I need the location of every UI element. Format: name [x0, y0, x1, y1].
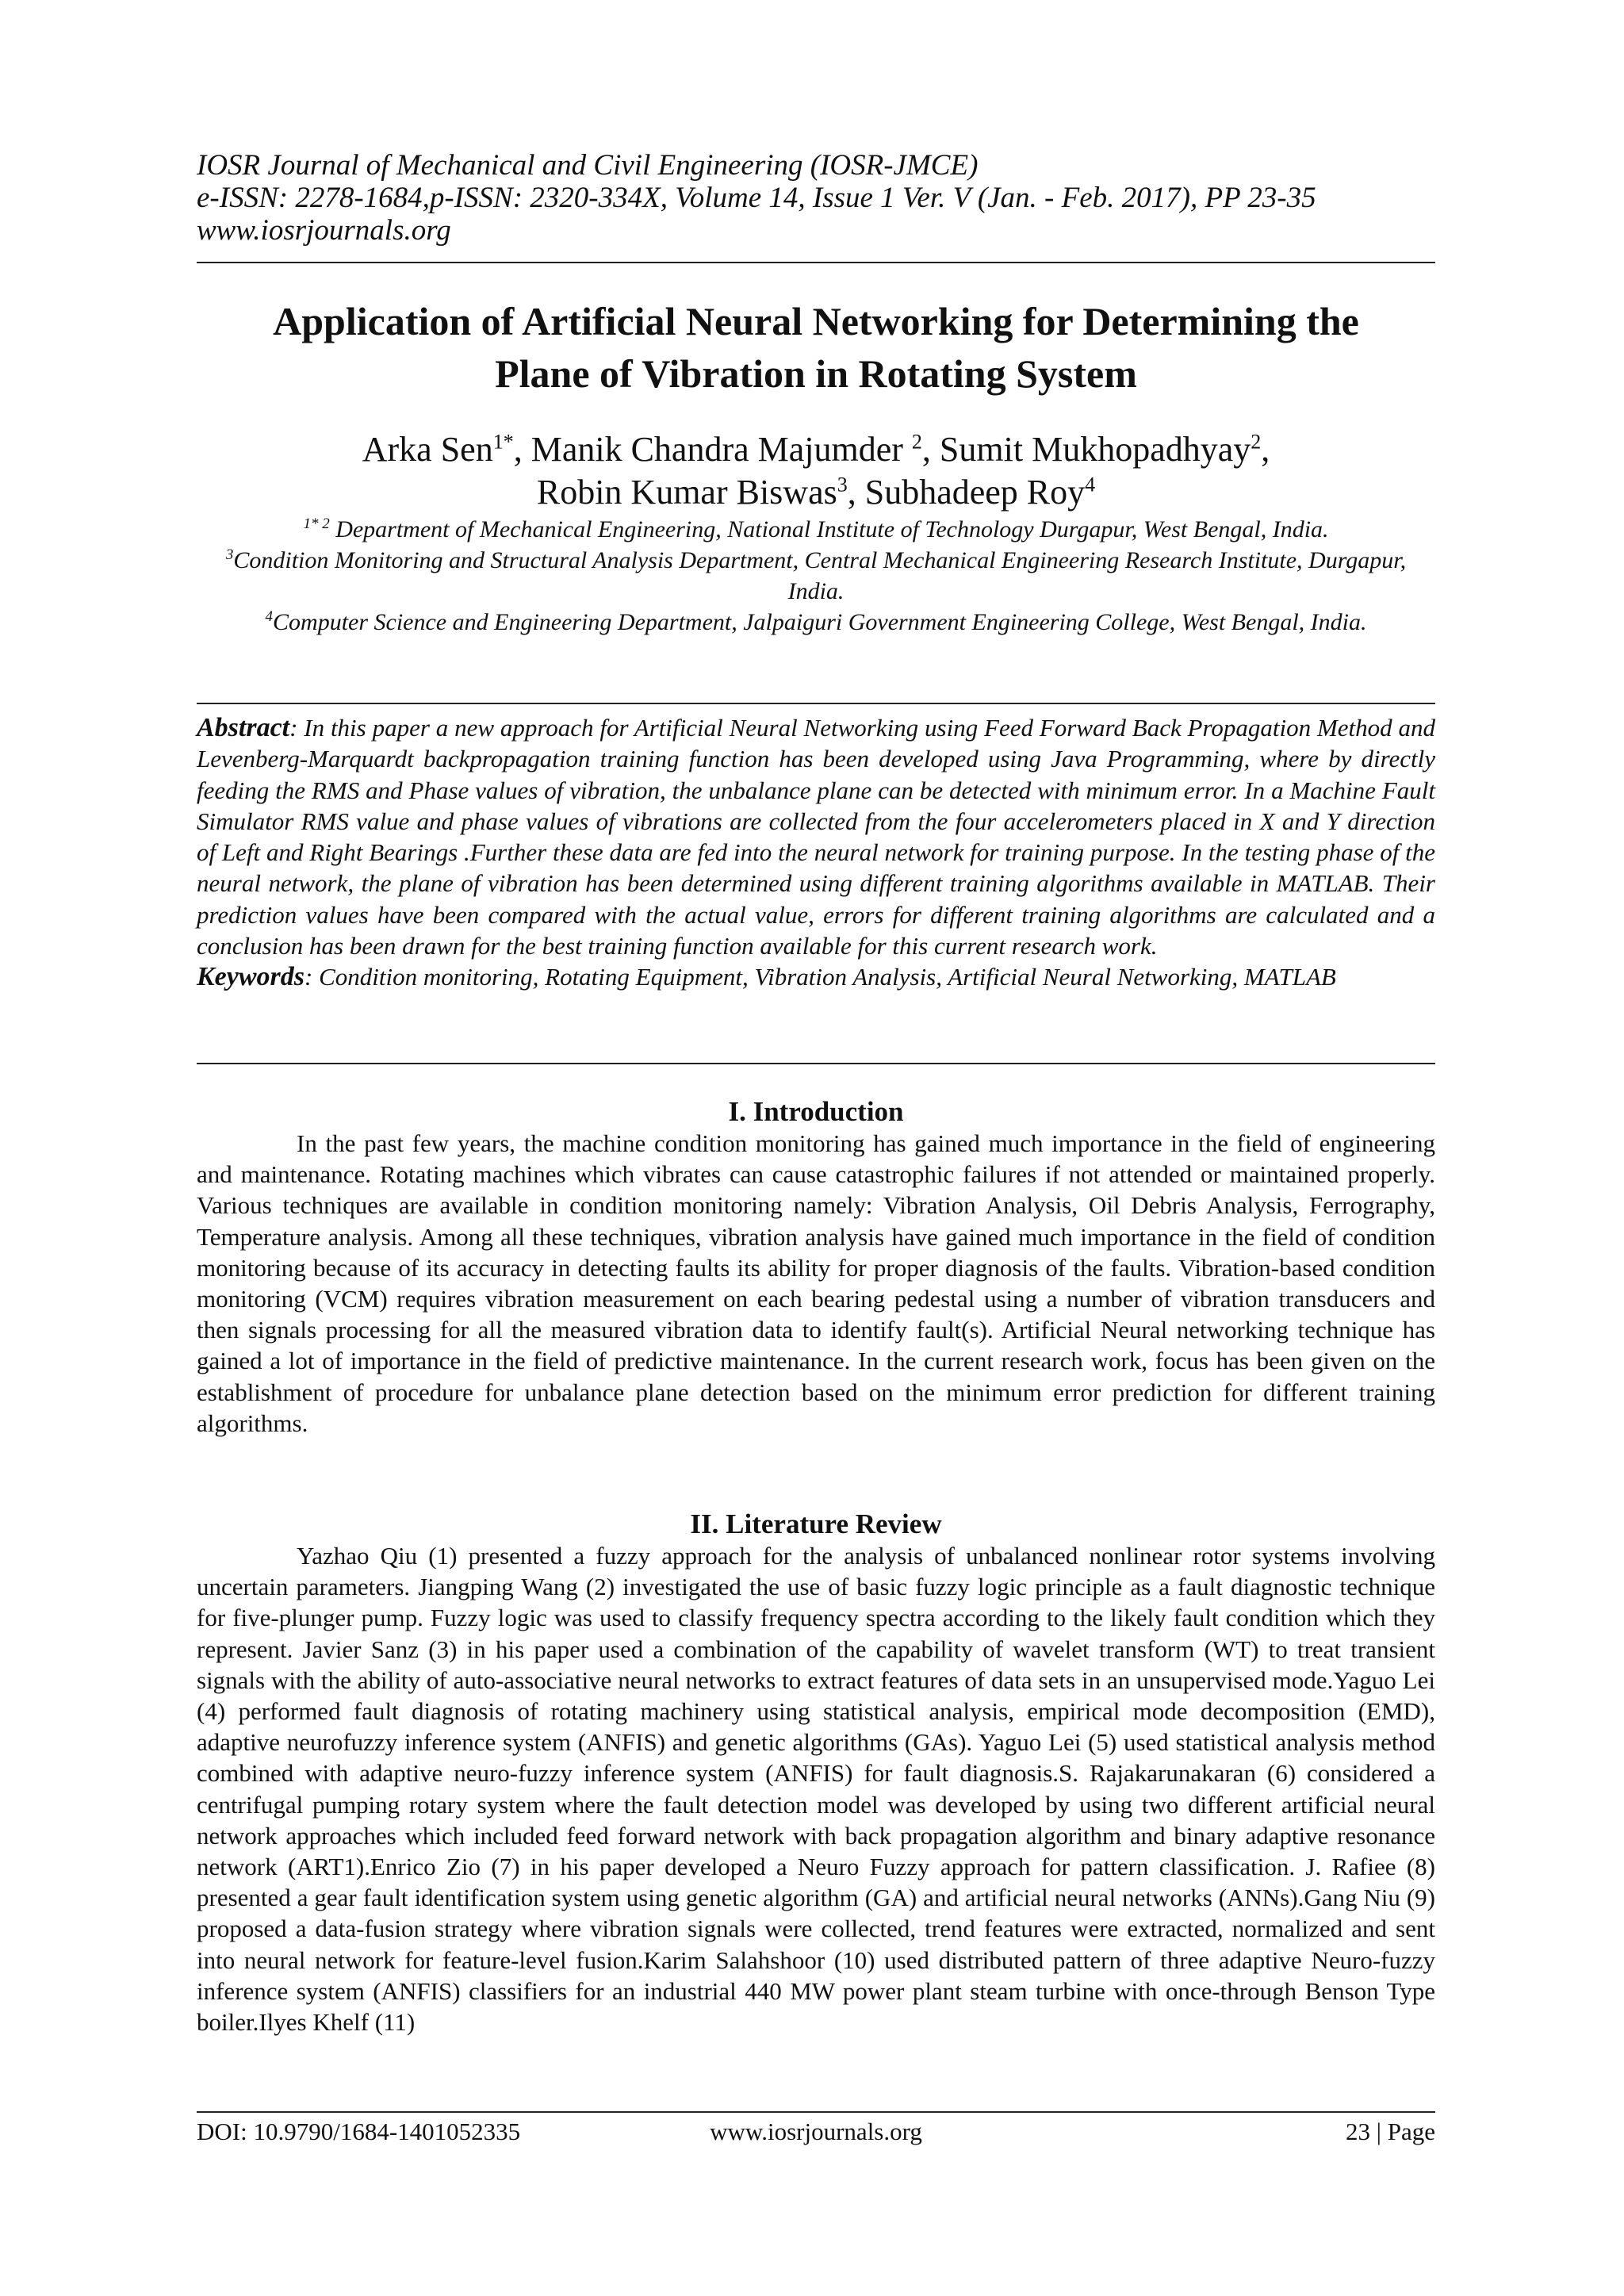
author-affil-mark: 2	[911, 430, 922, 454]
affil-text: Condition Monitoring and Structural Analysis Department, Central Mechanical Engineering Research Institute, Durgapur, India.	[233, 547, 1407, 604]
keywords-paragraph	[197, 961, 1435, 992]
author-list	[197, 428, 1435, 514]
author-name: , Manik Chandra Majumder	[513, 430, 912, 469]
literature-review-text: Yazhao Qiu (1) presented a fuzzy approach for the analysis of unbalanced nonlinear rotor systems involving uncertain parameters. Jiangping Wang (2) investigated the use of basic fuzzy logic principle as a fault diagnostic technique for five-plunger pump. Fuzzy logic was used to classify frequency spectra according to the likely fault condition which they represent. Javier Sanz (3) in his paper used a combination of the capability of wavelet transform (WT) to treat transient signals with the ability of auto-associative neural networks to extract features of data sets in an unsupervised mode.Yaguo Lei (4) performed fault diagnosis of rotating machinery using statistical analysis, empirical mode decomposition (EMD), adaptive neurofuzzy inference system (ANFIS) and genetic algorithms (GAs). Yaguo Lei (5) used statistical analysis method combined with adaptive neuro-fuzzy inference system (ANFIS) for fault diagnosis.S. Rajakarunakaran (6) considered a centrifugal pumping rotary system where the fault detection model was developed by using two different artificial neural network approaches which included feed forward network with back propagation algorithm and binary adaptive resonance network (ART1).Enrico Zio (7) in his paper developed a Neuro Fuzzy approach for pattern classification. J. Rafiee (8) presented a gear fault identification system using genetic algorithm (GA) and artificial neural networks (ANNs).Gang Niu (9) proposed a data-fusion strategy where vibration signals were collected, trend features were extracted, normalized and sent into neural network for feature-level fusion.Karim Salahshoor (10) used distributed pattern of three adaptive Neuro-fuzzy inference system (ANFIS) classifiers for an industrial 440 MW power plant steam turbine with once-through Benson Type boiler.Ilyes Khelf (11)	[197, 1542, 1435, 2037]
affil-mark: 1* 2	[303, 516, 330, 532]
author-name: , Subhadeep Roy	[847, 473, 1086, 512]
journal-website: www.iosrjournals.org	[197, 214, 451, 247]
title-line-1: Application of Artificial Neural Networking for Determining the	[273, 299, 1359, 343]
abstract-block	[197, 712, 1435, 993]
footer-page-number: 23 | Page	[1346, 2118, 1435, 2145]
affil-mark: 4	[265, 608, 274, 625]
affiliation-2	[197, 545, 1435, 607]
author-separator: ,	[1261, 430, 1270, 469]
introduction-text: In the past few years, the machine condition monitoring has gained much importance in the field of engineering and maintenance. Rotating machines which vibrates can cause catastrophic failures if not attended or maintained properly. Various techniques are available in condition monitoring namely: Vibration Analysis, Oil Debris Analysis, Ferrography, Temperature analysis. Among all these techniques, vibration analysis have gained much importance in the field of condition monitoring because of its accuracy in detecting faults its ability for proper diagnosis of the faults. Vibration-based condition monitoring (VCM) requires vibration measurement on each bearing pedestal using a number of vibration transducers and then signals processing for all the measured vibration data to identify fault(s). Artificial Neural networking technique has gained a lot of importance in the field of predictive maintenance. In the current research work, focus has been given on the establishment of procedure for unbalance plane detection based on the minimum error prediction for different training algorithms.	[197, 1129, 1435, 1437]
footer-rule	[197, 2111, 1435, 2113]
issn-line: e-ISSN: 2278-1684,p-ISSN: 2320-334X, Volume 14, Issue 1 Ver. V (Jan. - Feb. 2017), PP 23-35	[197, 182, 1316, 214]
header-rule	[197, 262, 1435, 263]
abstract-top-rule	[197, 703, 1435, 704]
affil-mark: 3	[225, 546, 234, 563]
affiliation-3	[197, 607, 1435, 638]
keywords-label: Keywords	[197, 962, 304, 992]
affil-text: Computer Science and Engineering Department, Jalpaiguri Government Engineering College, West Bengal, India.	[273, 609, 1367, 635]
introduction-heading: I. Introduction	[728, 1096, 904, 1127]
affiliations	[197, 514, 1435, 638]
affiliation-1	[197, 514, 1435, 545]
authors-line-2	[197, 471, 1435, 514]
literature-review-heading: II. Literature Review	[690, 1508, 942, 1539]
journal-name: IOSR Journal of Mechanical and Civil Engineering (IOSR-JMCE)	[197, 149, 979, 182]
author-name: Arka Sen	[362, 430, 493, 469]
abstract-bottom-rule	[197, 1063, 1435, 1064]
keywords-text: : Condition monitoring, Rotating Equipment, Vibration Analysis, Artificial Neural Networking, MATLAB	[304, 963, 1336, 991]
author-name: Robin Kumar Biswas	[536, 473, 837, 512]
footer-website: www.iosrjournals.org	[710, 2118, 922, 2145]
author-affil-mark: 3	[837, 473, 848, 496]
abstract-label: Abstract	[197, 713, 290, 742]
author-affil-mark: 4	[1085, 473, 1096, 496]
abstract-text: : In this paper a new approach for Artificial Neural Networking using Feed Forward Back Propagation Method and Levenberg-Marquardt backpropagation training function has been developed using Java Programming, where by directly feeding the RMS and Phase values of vibration, the unbalance plane can be detected with minimum error. In a Machine Fault Simulator RMS value and phase values of vibrations are collected from the four accelerometers placed in X and Y direction of Left and Right Bearings .Further these data are fed into the neural network for training purpose. In the testing phase of the neural network, the plane of vibration has been determined using different training algorithms available in MATLAB. Their prediction values have been compared with the actual value, errors for different training algorithms are calculated and a conclusion has been drawn for the best training function available for this current research work.	[197, 714, 1435, 960]
title-line-2: Plane of Vibration in Rotating System	[495, 351, 1137, 396]
author-affil-mark: 1*	[492, 430, 514, 454]
authors-line-1	[197, 428, 1435, 471]
affil-text: Department of Mechanical Engineering, National Institute of Technology Durgapur, West Bengal, India.	[329, 516, 1329, 542]
author-name: , Sumit Mukhopadhyay	[921, 430, 1251, 469]
journal-header	[197, 149, 1435, 247]
paper-title	[197, 295, 1435, 400]
abstract-paragraph	[197, 712, 1435, 961]
footer-doi: DOI: 10.9790/1684-1401052335	[197, 2118, 521, 2145]
author-affil-mark: 2	[1251, 430, 1262, 454]
